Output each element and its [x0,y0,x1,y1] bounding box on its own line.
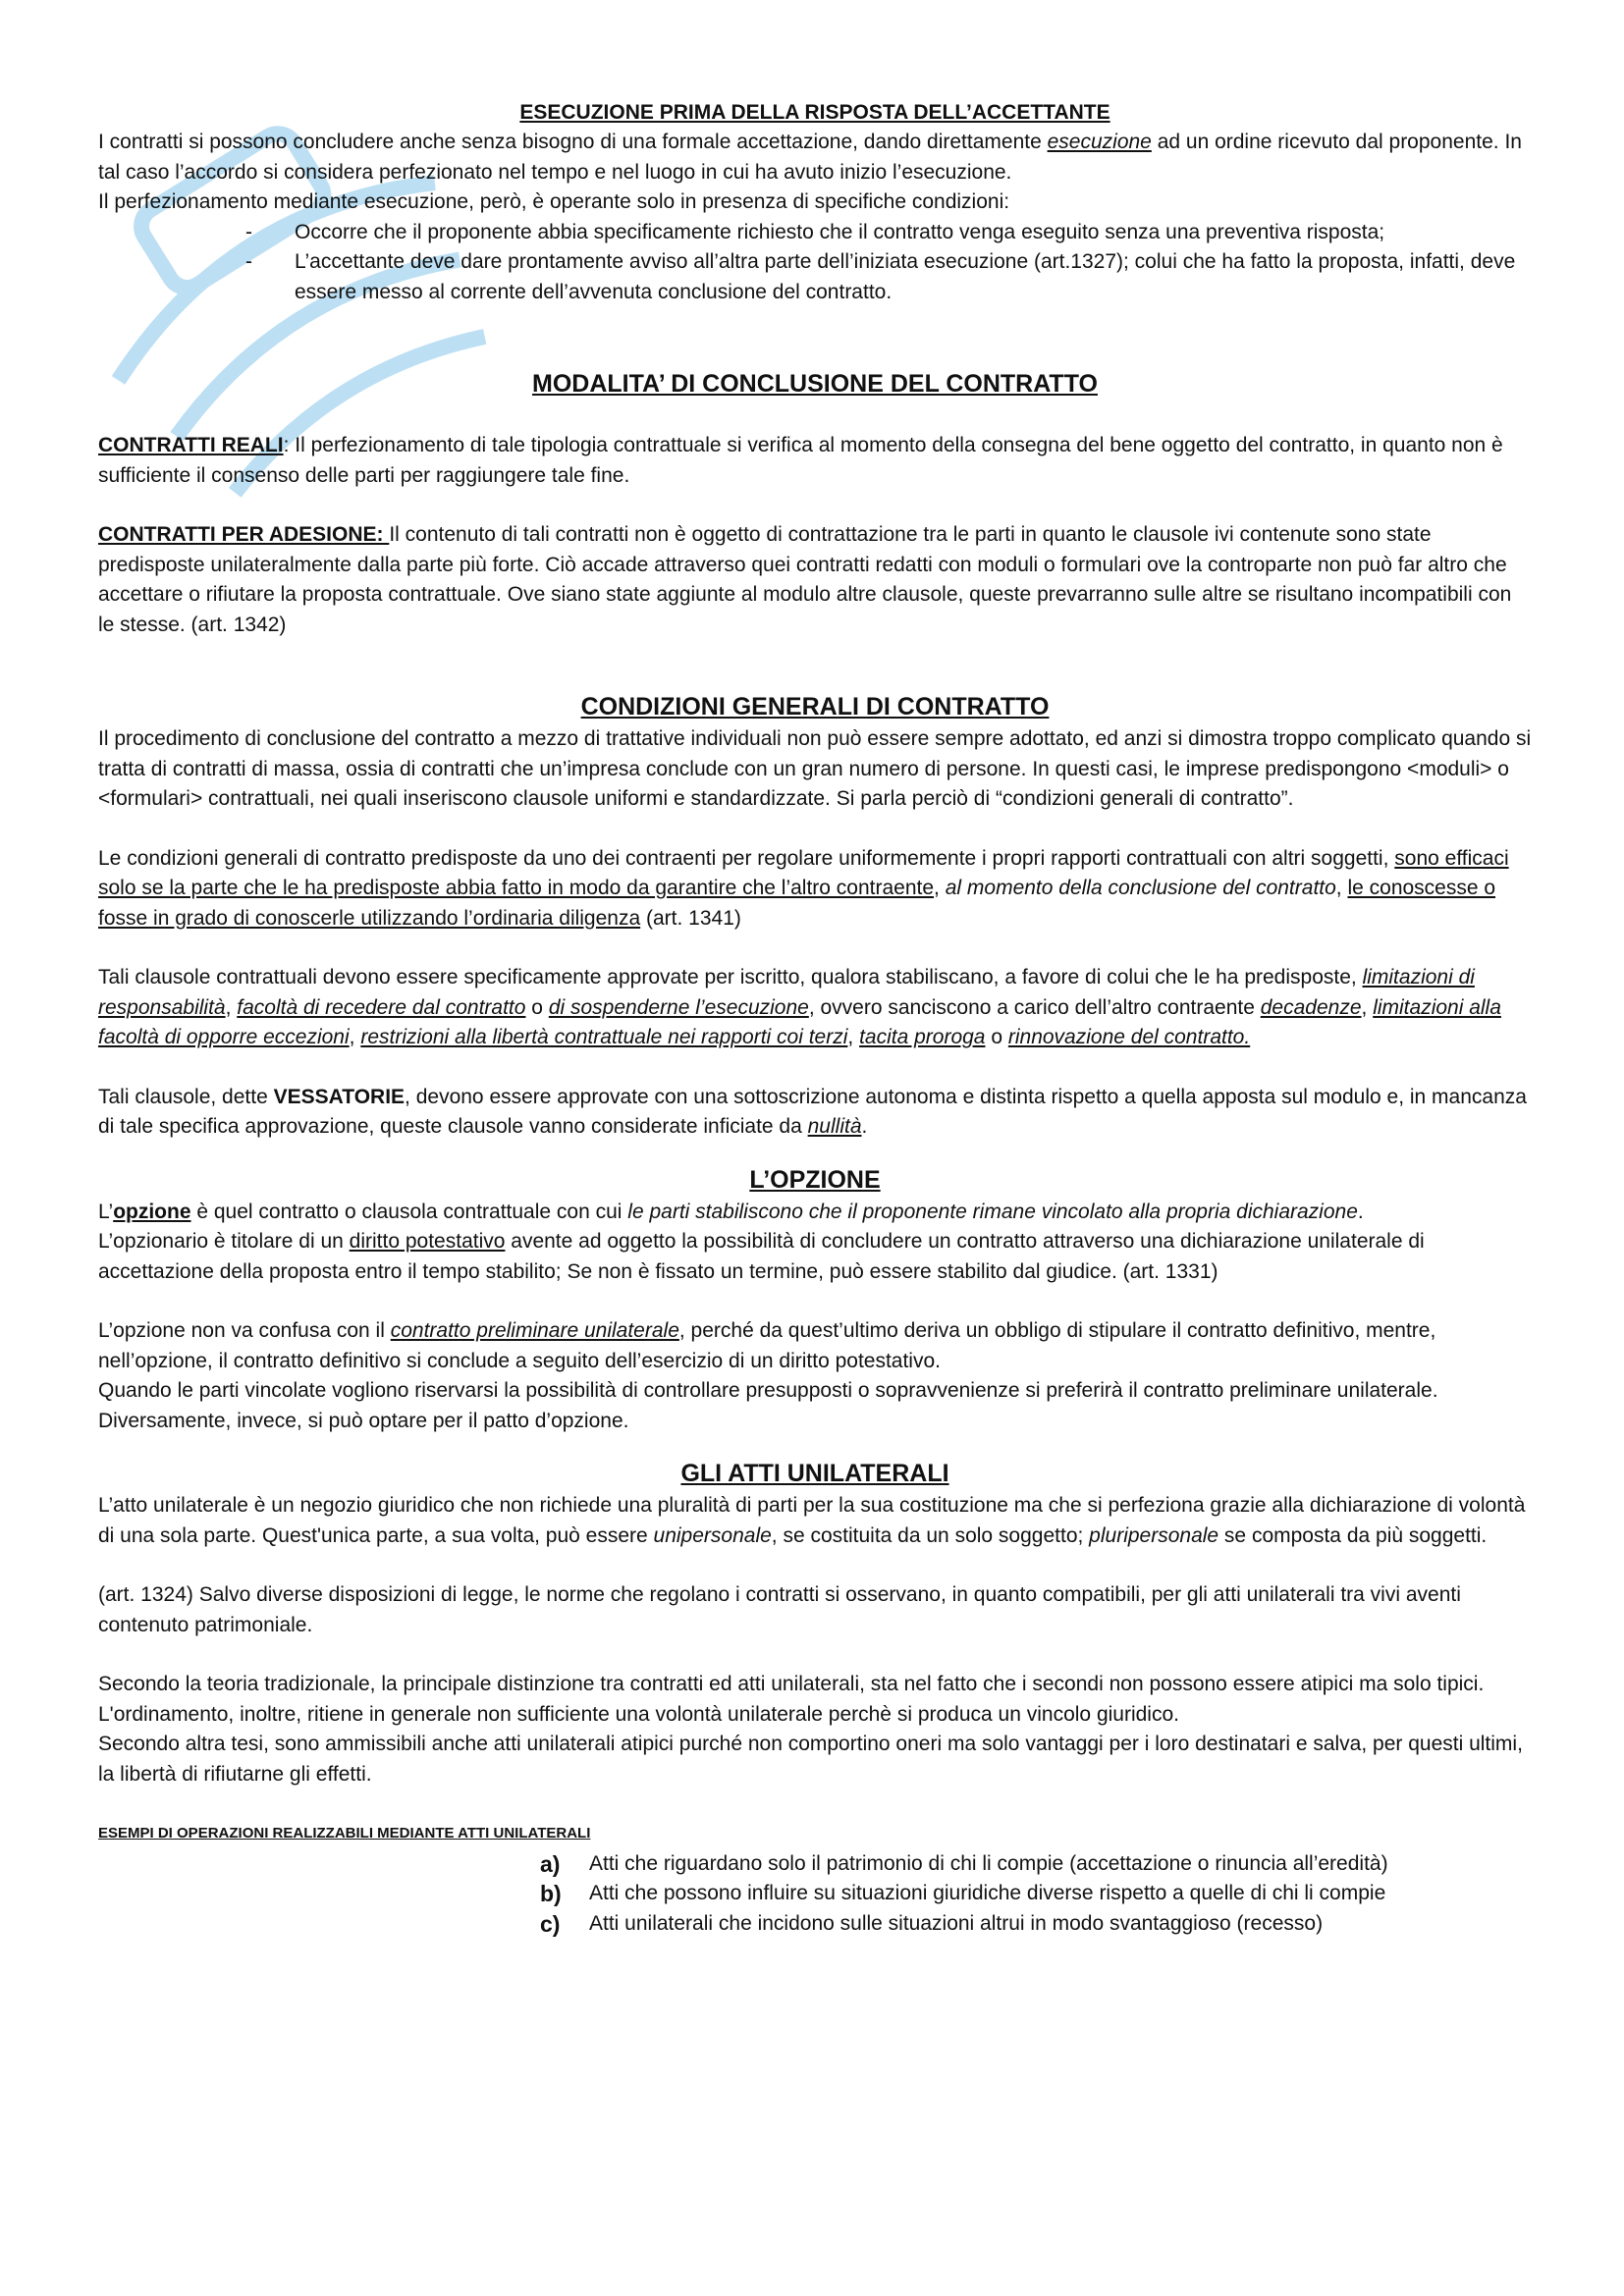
list-item: c) Atti unilaterali che incidono sulle situazioni altrui in modo svantaggioso (recesso) [540,1910,1324,1937]
paragraph: L’opzione non va confusa con il contratto preliminare unilaterale, perché da quest’ultimo deriva un obbligo di stipulare il contratto definitivo, mentre, nell’opzione, il contratto definitivo si conclude a seguito dell’esercizio di un diritto potestativo. [98,1319,1436,1372]
section-title-esecuzione: ESECUZIONE PRIMA DELLA RISPOSTA DELL’ACCETTANTE [519,101,1110,124]
paragraph: Secondo la teoria tradizionale, la principale distinzione tra contratti ed atti unilaterali, sta nel fatto che i secondi non possono essere atipici ma solo tipici. L'ordinamento, inoltre, ritiene in generale non sufficiente una volontà unilaterale perchè si produca un vincolo giuridico. [98,1673,1485,1726]
list-item: - Occorre che il proponente abbia specificamente richiesto che il contratto venga eseguito senza una preventiva risposta; [245,218,1532,248]
examples-heading: ESEMPI DI OPERAZIONI REALIZZABILI MEDIANTE ATTI UNILATERALI [98,1825,591,1842]
paragraph: I contratti si possono concludere anche senza bisogno di una formale accettazione, dando direttamente esecuzione ad un ordine ricevuto dal proponente. In tal caso l’accordo si considera perfezionato nel tempo e nel luogo in cui ha avuto inizio l’esecuzione. [98,131,1522,184]
document-page [98,98,1532,1939]
list-item: b) Atti che possono influire su situazioni giuridiche diverse rispetto a quelle di chi li compie [540,1881,1386,1906]
paragraph: L’atto unilaterale è un negozio giuridico che non richiede una pluralità di parti per la sua costituzione ma che si perfeziona grazie alla dichiarazione di volontà di una sola parte. Quest'unica parte, a sua volta, può essere unipersonale, se costituita da un solo soggetto; pluripersonale se composta da più soggetti. [98,1494,1526,1547]
section-title-opzione: L’OPZIONE [749,1165,881,1194]
paragraph: L’opzione è quel contratto o clausola contrattuale con cui le parti stabiliscono che il proponente rimane vincolato alla propria dichiarazione. [98,1200,1364,1223]
conditions-list [98,218,1532,308]
paragraph: CONTRATTI REALI: Il perfezionamento di tale tipologia contrattuale si verifica al momento della consegna del bene oggetto del contratto, in quanto non è sufficiente il consenso delle parti per raggiungere tale fine. [98,434,1503,487]
paragraph: Tali clausole contrattuali devono essere specificamente approvate per iscritto, qualora stabiliscano, a favore di colui che le ha predisposte, limitazioni di responsabilità, facoltà di recedere dal contratto o di sospenderne l’esecuzione, ovvero sanciscono a carico dell’altro contraente decadenze, limitazioni alla facoltà di opporre eccezioni, restrizioni alla libertà contrattuale nei rapporti coi terzi, tacita proroga o rinnovazione del contratto. [98,966,1501,1048]
paragraph: Il procedimento di conclusione del contratto a mezzo di trattative individuali non può essere sempre adottato, ed anzi si dimostra troppo complicato quando si tratta di contratti di massa, ossia di contratti che un’impresa conclude con un gran numero di persone. In questi casi, le imprese predispongono <moduli> o <formulari> contrattuali, nei quali inseriscono clausole uniformi e standardizzate. Si parla perciò di “condizioni generali di contratto”. [98,727,1532,810]
list-item: a) Atti che riguardano solo il patrimonio di chi li compie (accettazione o rinuncia all’eredità) [540,1850,1388,1877]
paragraph: (art. 1324) Salvo diverse disposizioni di legge, le norme che regolano i contratti si osservano, in quanto compatibili, per gli atti unilaterali tra vivi aventi contenuto patrimoniale. [98,1583,1461,1636]
paragraph: Secondo altra tesi, sono ammissibili anche atti unilaterali atipici purché non comportino oneri ma solo vantaggi per i loro destinatari e salva, per questi ultimi, la libertà di rifiutarne gli effetti. [98,1733,1523,1786]
paragraph: Tali clausole, dette VESSATORIE, devono essere approvate con una sottoscrizione autonoma e distinta rispetto a quella apposta sul modulo e, in mancanza di tale specifica approvazione, queste clausole vanno considerate inficiate da nullità. [98,1085,1527,1138]
section-title-modalita: MODALITA’ DI CONCLUSIONE DEL CONTRATTO [532,370,1098,398]
paragraph: L’opzionario è titolare di un diritto potestativo avente ad oggetto la possibilità di concludere un contratto attraverso una dichiarazione unilaterale di accettazione della proposta entro il tempo stabilito; Se non è fissato un termine, può essere stabilito dal giudice. (art. 1331) [98,1230,1425,1283]
paragraph: Le condizioni generali di contratto predisposte da uno dei contraenti per regolare uniformemente i propri rapporti contrattuali con altri soggetti, sono efficaci solo se la parte che le ha predisposte abbia fatto in modo da garantire che l’altro contraente, al momento della conclusione del contratto, le conoscesse o fosse in grado di conoscerle utilizzando l’ordinaria diligenza (art. 1341) [98,846,1509,930]
examples-list [98,1849,1532,1940]
list-item: - L’accettante deve dare prontamente avviso all’altra parte dell’iniziata esecuzione (art.1327); colui che ha fatto la proposta, infatti, deve essere messo al corrente dell’avvenuta conclusione del contratto. [245,247,1532,307]
paragraph: Quando le parti vincolate vogliono riservarsi la possibilità di controllare presupposti o sopravvenienze si preferirà il contratto preliminare unilaterale. Diversamente, invece, si può optare per il patto d’opzione. [98,1379,1438,1432]
paragraph: CONTRATTI PER ADESIONE: Il contenuto di tali contratti non è oggetto di contrattazione tra le parti in quanto le clausole ivi contenute sono state predisposte unilateralmente dalla parte più forte. Ciò accade attraverso quei contratti redatti con moduli o formulari ove la controparte non può far altro che accettare o rifiutare la proposta contrattuale. Ove siano state aggiunte al modulo altre clausole, queste prevarranno sulle altre se risultano incompatibili con le stesse. (art. 1342) [98,523,1512,636]
section-title-condizioni: CONDIZIONI GENERALI DI CONTRATTO [580,693,1050,721]
section-title-atti-unilaterali: GLI ATTI UNILATERALI [680,1460,949,1487]
paragraph: Il perfezionamento mediante esecuzione, però, è operante solo in presenza di specifiche condizioni: [98,190,1010,213]
